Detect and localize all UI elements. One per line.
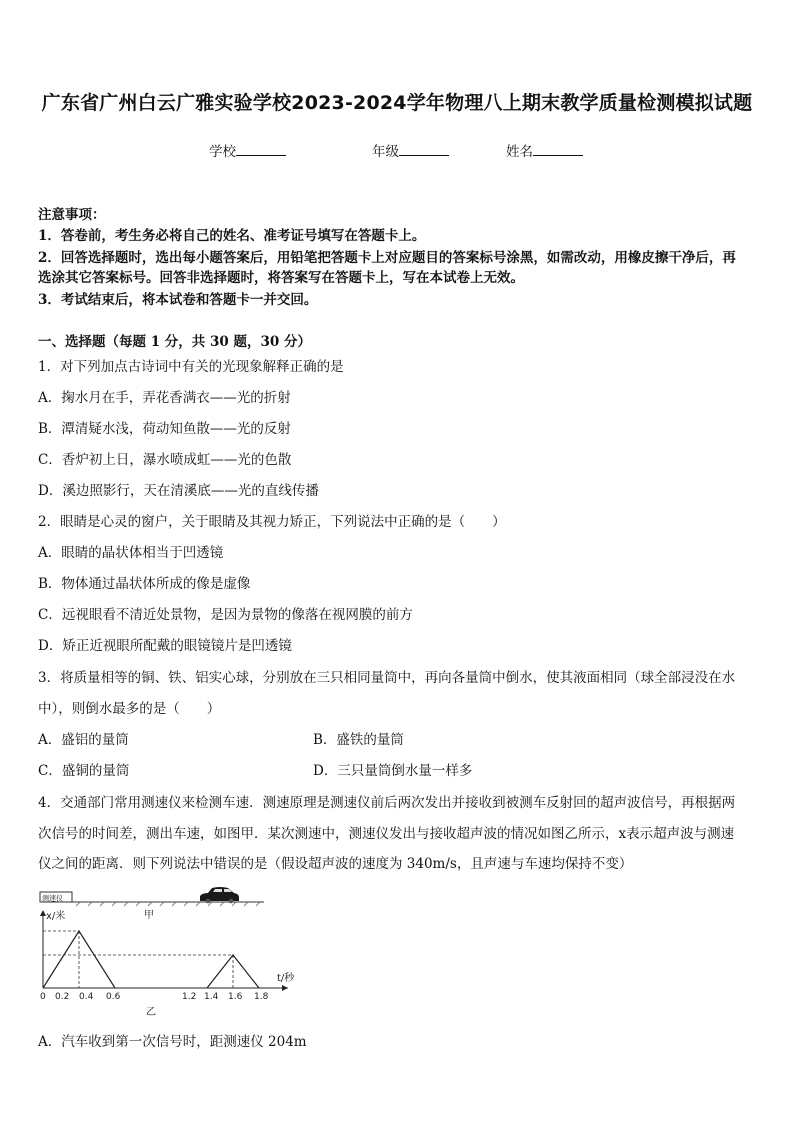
answer-option: A．眼睛的晶状体相当于凹透镜	[38, 545, 224, 561]
x-tick-label: 1.2	[182, 992, 197, 1002]
figure-svg	[36, 884, 298, 1020]
name-label: 姓名	[506, 144, 533, 160]
grade-blank	[399, 141, 449, 156]
x-axis-label: t/秒	[277, 973, 295, 984]
question-stem: 仪之间的距离．则下列说法中错误的是（假设超声波的速度为 340m/s，且声速与车速均保持不变）	[38, 856, 633, 872]
x-axis-arrow	[282, 985, 288, 991]
question-stem: 4．交通部门常用测速仪来检测车速．测速原理是测速仪前后两次发出并接收到被测车反射回的超声波信号，再根据两	[38, 795, 736, 811]
question-stem: 中），则倒水最多的是（ ）	[38, 701, 221, 717]
answer-option: D．矫正近视眼所配戴的眼镜镜片是凹透镜	[38, 638, 292, 654]
grade-label: 年级	[372, 144, 399, 160]
question-stem: 1．对下列加点古诗词中有关的光现象解释正确的是	[38, 359, 344, 375]
answer-option: C．香炉初上日，瀑水喷成虹——光的色散	[38, 452, 292, 468]
answer-option: B．物体通过晶状体所成的像是虚像	[38, 576, 251, 592]
page-title: 广东省广州白云广雅实验学校2023-2024学年物理八上期末教学质量检测模拟试题	[41, 92, 753, 114]
section-heading: 一、选择题（每题 1 分，共 30 题，30 分）	[38, 334, 311, 350]
question-stem: 次信号的时间差，测出车速，如图甲．某次测速中，测速仪发出与接收超声波的情况如图乙所示，x表示超声波与测速	[38, 826, 735, 842]
grade-field	[372, 140, 449, 160]
x-tick-label: 1.8	[254, 992, 269, 1002]
school-label: 学校	[209, 144, 236, 160]
figure-jia-label: 甲	[144, 910, 154, 921]
figure-yi-label: 乙	[146, 1007, 156, 1018]
x-tick-label: 1.4	[204, 992, 219, 1002]
first-signal-path	[43, 931, 115, 988]
notes-heading: 注意事项：	[38, 207, 106, 223]
y-axis-label: x/米	[46, 911, 66, 922]
answer-option: B．盛铁的量筒	[313, 732, 404, 748]
speed-measurement-figure	[36, 884, 298, 1020]
answer-option: C．盛铜的量筒	[38, 763, 130, 779]
answer-option: D．三只量筒倒水量一样多	[313, 763, 473, 779]
answer-option: A．盛铝的量筒	[38, 732, 129, 748]
answer-option: A．汽车收到第一次信号时，距测速仪 204m	[38, 1034, 307, 1050]
note-item: 选涂其它答案标号。回答非选择题时，将答案写在答题卡上，写在本试卷上无效。	[38, 270, 524, 286]
answer-option: C．远视眼看不清近处景物，是因为景物的像落在视网膜的前方	[38, 607, 413, 623]
answer-option: A．掬水月在手，弄花香满衣——光的折射	[38, 390, 291, 406]
school-blank	[236, 141, 286, 156]
x-tick-label: 0.4	[79, 992, 94, 1002]
car-icon	[200, 887, 239, 903]
name-blank	[533, 141, 583, 156]
x-tick-label: 0	[40, 992, 46, 1002]
answer-option: B．潭清疑水浅，荷动知鱼散——光的反射	[38, 421, 291, 437]
question-stem: 3．将质量相等的铜、铁、铝实心球，分别放在三只相同量筒中，再向各量筒中倒水，使其液面相同（球全部浸没在水	[38, 670, 736, 686]
x-tick-label: 1.6	[228, 992, 243, 1002]
device-label: 测速仪	[42, 894, 63, 903]
note-item: 3．考试结束后，将本试卷和答题卡一并交回。	[38, 292, 318, 308]
x-tick-label: 0.2	[55, 992, 70, 1002]
note-item: 1．答卷前，考生务必将自己的姓名、准考证号填写在答题卡上。	[38, 228, 426, 244]
answer-option: D．溪边照影行，天在清溪底——光的直线传播	[38, 483, 319, 499]
name-field	[506, 140, 583, 160]
x-tick-label: 0.6	[106, 992, 121, 1002]
school-field	[209, 140, 286, 160]
question-stem: 2．眼睛是心灵的窗户，关于眼睛及其视力矫正，下列说法中正确的是（ ）	[38, 514, 506, 530]
note-item: 2．回答选择题时，选出每小题答案后，用铅笔把答题卡上对应题目的答案标号涂黑，如需改动，用橡皮擦干净后，再	[38, 250, 736, 266]
